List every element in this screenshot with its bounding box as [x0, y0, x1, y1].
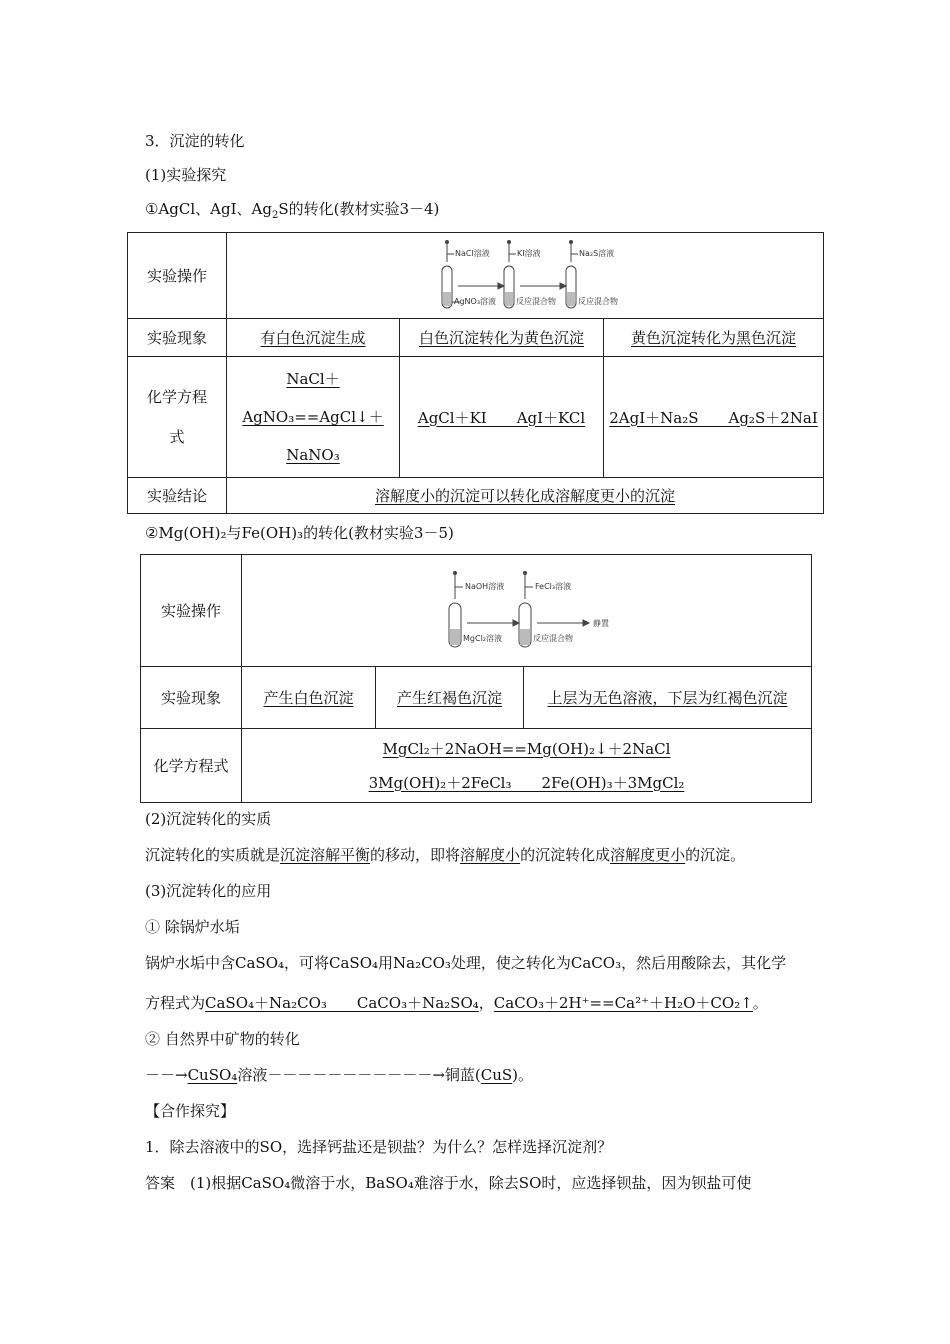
exp1-equation-label-line2: 式 [169, 428, 185, 446]
application-1-equation [145, 992, 768, 1013]
essence-blank-3: 溶解度更小 [610, 846, 686, 864]
exp1-equation-3: 2AgI＋Na₂S Ag₂S＋2NaI [609, 408, 818, 427]
essence-text-3: 的沉淀转化成 [520, 846, 611, 864]
exp2-table [140, 554, 812, 803]
subsection-title-application: (3)沉淀转化的应用 [145, 882, 272, 900]
exp2-tube-liquid-1 [450, 629, 460, 645]
exp1-phenomenon-3: 黄色沉淀转化为黑色沉淀 [630, 329, 796, 347]
exp2-equation-2: 3Mg(OH)₂＋2FeCl₃ 2Fe(OH)₃＋3MgCl₂ [368, 773, 685, 792]
cooperation-title: 【合作探究】 [145, 1102, 236, 1120]
answer-1: 答案 (1)根据CaSO₄微溶于水，BaSO₄难溶于水，除去SO时，应选择钡盐，因为钡盐可使 [145, 1174, 752, 1192]
label-mix-1: 反应混合物 [516, 296, 556, 306]
section-title: 3．沉淀的转化 [145, 132, 245, 150]
app1-eq-sep: ， [478, 994, 494, 1012]
exp1-table [127, 232, 824, 514]
application-2-title: ② 自然界中矿物的转化 [145, 1030, 300, 1048]
tube-liquid-1 [443, 292, 451, 306]
exp2-tube-liquid-2 [520, 629, 530, 645]
label-naoh: NaOH溶液 [464, 581, 504, 591]
label-mix: 反应混合物 [532, 633, 573, 643]
exp1-label-equation [128, 357, 227, 478]
essence-text-2: 的移动，即将 [370, 846, 461, 864]
exp2-phenomenon-3: 上层为无色溶液，下层为红褐色沉淀 [547, 689, 788, 707]
label-na2s: Na₂S溶液 [579, 248, 615, 258]
exp1-label-conclusion: 实验结论 [128, 478, 227, 514]
exp1-title-part-a: ①AgCl、AgI、Ag [145, 200, 272, 218]
label-nacl: NaCl溶液 [455, 248, 490, 258]
app2-blank-2: CuS [480, 1066, 513, 1084]
application-1-title: ① 除锅炉水垢 [145, 918, 240, 936]
exp2-phenomenon-1: 产生白色沉淀 [263, 689, 354, 707]
exp2-phenomenon-2: 产生红褐色沉淀 [396, 689, 502, 707]
application-2-conversion [145, 1064, 533, 1085]
exp1-diagram [227, 233, 824, 319]
essence-blank-2: 溶解度小 [460, 846, 521, 864]
essence-blank-1: 沉淀溶解平衡 [280, 846, 371, 864]
app1-eq-prefix: 方程式为 [145, 994, 206, 1012]
exp2-apparatus-diagram [437, 571, 617, 651]
label-ki: KI溶液 [517, 248, 541, 258]
exp1-title-part-b: S的转化(教材实验3－4) [278, 200, 440, 218]
exp1-apparatus-diagram [430, 240, 620, 312]
exp1-title-sub: 2 [271, 210, 279, 221]
exp2-equation-1: MgCl₂＋2NaOH==Mg(OH)₂↓＋2NaCl [382, 739, 671, 758]
tube-liquid-3 [567, 292, 575, 306]
label-mgcl2: MgCl₂溶液 [462, 633, 502, 643]
label-stand: 静置 [592, 618, 609, 628]
exp2-title: ②Mg(OH)₂与Fe(OH)₃的转化(教材实验3－5) [145, 524, 454, 542]
app1-eq-b: CaCO₃＋2H⁺==Ca²⁺＋H₂O＋CO₂↑ [493, 994, 753, 1012]
exp2-label-phenomenon: 实验现象 [141, 667, 242, 729]
tube-liquid-2 [505, 292, 513, 306]
essence-paragraph [145, 844, 745, 865]
exp1-title [145, 198, 439, 221]
exp1-label-phenomenon: 实验现象 [128, 319, 227, 357]
label-mix-2: 反应混合物 [578, 296, 618, 306]
app2-blank-1: CuSO₄ [187, 1066, 238, 1084]
exp1-eq1-line2: AgNO₃==AgCl↓＋ [242, 408, 384, 426]
exp1-phenomenon-1: 有白色沉淀生成 [260, 329, 366, 347]
exp2-diagram [242, 555, 812, 667]
exp2-label-operation: 实验操作 [141, 555, 242, 667]
subsection-title-essence: (2)沉淀转化的实质 [145, 810, 272, 828]
exp1-eq1-line1: NaCl＋ [286, 370, 340, 388]
exp2-label-equation: 化学方程式 [141, 729, 242, 803]
app2-arrow-1: －－→ [145, 1066, 188, 1084]
essence-text-1: 沉淀转化的实质就是 [145, 846, 281, 864]
app1-eq-end: 。 [752, 994, 768, 1012]
exp1-phenomenon-2: 白色沉淀转化为黄色沉淀 [418, 329, 584, 347]
app2-text: 溶液－－－－－－－－－－－→铜蓝( [237, 1066, 481, 1084]
app1-eq-a: CaSO₄＋Na₂CO₃ CaCO₃＋Na₂SO₄ [205, 994, 479, 1012]
label-agno3: AgNO₃溶液 [454, 296, 497, 306]
essence-text-4: 的沉淀。 [685, 846, 746, 864]
exp1-conclusion: 溶解度小的沉淀可以转化成溶解度更小的沉淀 [374, 487, 675, 505]
app2-end: )。 [512, 1066, 534, 1084]
application-1-text: 锅炉水垢中含CaSO₄，可将CaSO₄用Na₂CO₃处理，使之转化为CaCO₃，然后用酸除去，其化学 [145, 954, 787, 972]
exp1-equation-1 [227, 357, 400, 478]
exp1-label-operation: 实验操作 [128, 233, 227, 319]
exp1-eq1-line3: NaNO₃ [286, 446, 340, 464]
subsection-title-experiment: (1)实验探究 [145, 166, 227, 184]
question-1: 1．除去溶液中的SO，选择钙盐还是钡盐？为什么？怎样选择沉淀剂？ [145, 1138, 613, 1156]
exp1-equation-label-line1: 化学方程 [146, 388, 207, 406]
label-fecl3: FeCl₃溶液 [534, 581, 571, 591]
exp1-equation-2: AgCl＋KI AgI＋KCl [417, 408, 586, 427]
